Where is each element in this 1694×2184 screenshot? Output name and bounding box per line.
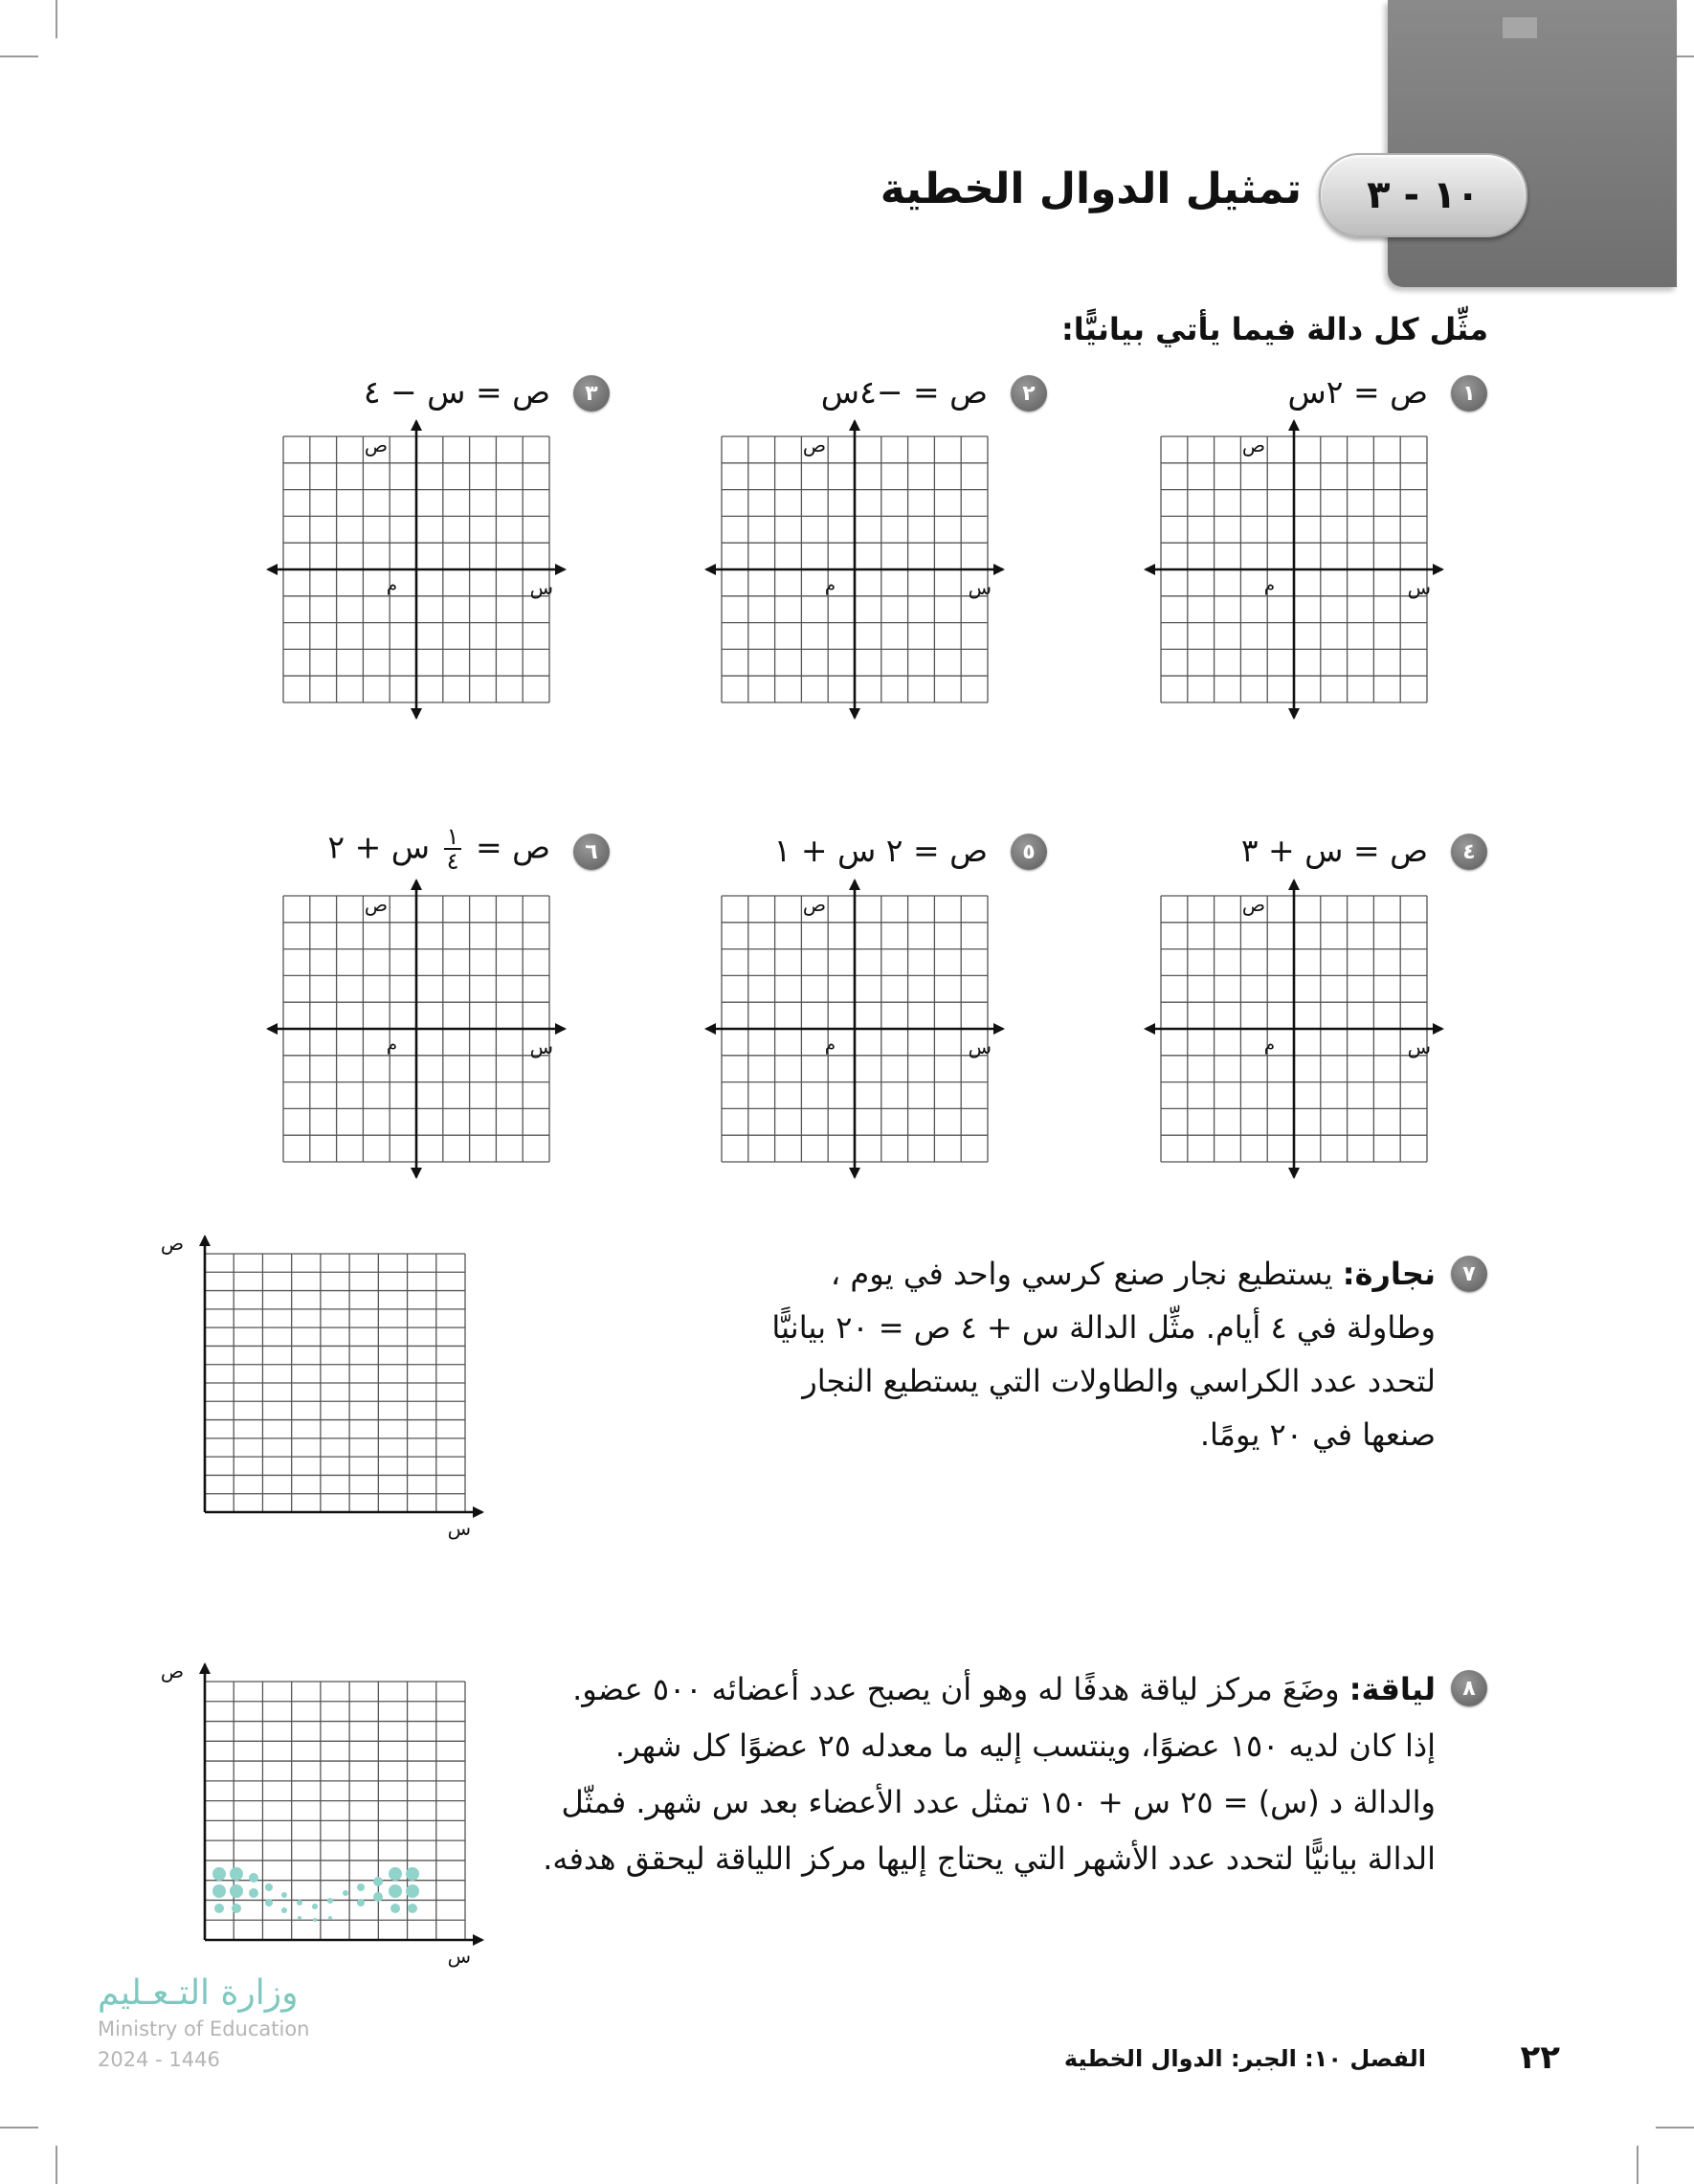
problem-8-text [543,1661,1436,1887]
ministry-year: 2024 - 1446 [98,2048,220,2071]
axis-arrowhead [1144,1023,1155,1035]
problem-7-line-3: لتحدد عدد الكراسي والطاولات التي يستطيع النجار [802,1363,1436,1399]
problem-7-line-4: صنعها في ٢٠ يومًا. [1199,1416,1436,1453]
page-number: ٢٢ [1520,2039,1560,2077]
axis-arrowhead [1144,564,1155,575]
axis-arrowhead [266,1023,278,1035]
x-axis-label: س [447,1945,471,1968]
coordinate-grid-6 [266,879,595,1179]
axis-arrowhead [1433,564,1444,575]
axis-arrowhead [849,879,860,890]
lesson-number-pill [1319,153,1527,237]
axis-arrowhead [1288,1168,1300,1179]
y-axis-label: ص [160,1232,184,1255]
axis-arrowhead [704,564,716,575]
axis-arrowhead [704,1023,716,1035]
footer-chapter-title: الفصل ١٠: الجبر: الدوال الخطية [1063,2045,1426,2072]
coordinate-grid-5 [704,879,1034,1179]
exercise-badge-4: ٤ [1451,834,1487,870]
y-axis-label: ص [1241,893,1265,916]
axis-arrowhead [199,1235,211,1246]
crop-mark [56,2146,57,2184]
axis-arrowhead [1288,708,1300,720]
axis-arrowhead [1288,879,1300,890]
exercise-equation-2: ص = −٤س [820,373,988,411]
exercise-equation-5: ص = ٢ س + ١ [773,832,988,869]
x-axis-label: س [447,1517,471,1540]
first-quadrant-grid-7 [160,1232,503,1550]
axis-arrowhead [199,1662,211,1674]
exercise-equation-1: ص = ٢س [1287,373,1428,411]
x-axis-label: س [968,1036,992,1059]
axis-arrowhead [993,564,1005,575]
chapter-corner-tab [1388,0,1677,287]
crop-mark [56,0,57,38]
axis-arrowhead [1288,419,1300,431]
problem-8-line-2: إذا كان لديه ١٥٠ عضوًا، وينتسب إليه ما معدله ٢٥ عضوًا كل شهر. [614,1727,1436,1764]
y-axis-label: ص [1241,434,1265,457]
origin-label: م [386,575,397,595]
coordinate-grid-4 [1144,879,1473,1179]
coordinate-grid-2 [704,419,1034,720]
problem-badge-7: ٧ [1451,1256,1487,1292]
coordinate-grid-1 [1144,419,1473,720]
exercise-badge-3: ٣ [573,375,610,412]
axis-arrowhead [266,564,278,575]
y-axis-label: ص [364,434,388,457]
ministry-logo-english: Ministry of Education [98,2017,310,2040]
axis-arrowhead [849,1168,860,1179]
x-axis-label: س [1407,1036,1431,1059]
axis-arrowhead [411,1168,422,1179]
crop-mark [0,2127,38,2128]
origin-label: م [1263,1035,1275,1055]
axis-arrowhead [1433,1023,1444,1035]
coordinate-grid-3 [266,419,595,720]
fraction-one-quarter: $\frac{١}{٤}$ [444,825,462,873]
axis-arrowhead [555,1023,567,1035]
corner-notch [1503,17,1537,38]
y-axis-label: ص [802,434,826,457]
x-axis-label: س [529,576,553,599]
lesson-number: ١٠ - ٣ [1367,173,1480,217]
axis-arrowhead [849,708,860,720]
ministry-logo-arabic: وزارة التـعـليم [98,1973,299,2013]
exercise-equation-4: ص = س + ٣ [1240,832,1428,869]
x-axis-label: س [529,1036,553,1059]
crop-mark [0,56,38,57]
y-axis-label: ص [160,1660,184,1683]
problem-8-line-3: والدالة د (س) = ٢٥ س + ١٥٠ تمثل عدد الأعضاء بعد س شهر. فمثّل [561,1784,1436,1820]
x-axis-label: س [1407,576,1431,599]
problem-7-line-2: وطاولة في ٤ أيام. مثِّل الدالة س + ٤ ص = ٢٠ بيانيًّا [771,1309,1436,1346]
origin-label: م [824,1035,836,1055]
exercise-equation-3: ص = س − ٤ [363,373,550,411]
problem-7-text [771,1247,1436,1461]
instruction-text: مثِّل كل دالة فيما يأتي بيانيًّا: [1060,311,1488,347]
watermark-dots [212,1867,419,1922]
origin-label: م [1263,575,1275,595]
exercise-badge-2: ٢ [1011,375,1047,412]
exercise-badge-1: ١ [1451,375,1487,412]
problem-8-line-4: الدالة بيانيًّا لتحدد عدد الأشهر التي يحتاج إليها مركز اللياقة ليحقق هدفه. [543,1840,1436,1877]
crop-mark [1656,2127,1694,2128]
origin-label: م [824,575,836,595]
origin-label: م [386,1035,397,1055]
x-axis-label: س [968,576,992,599]
exercise-equation-6: ص = $\frac{١}{٤}$ س + ٢ [327,823,550,875]
y-axis-label: ص [802,893,826,916]
exercise-badge-6: ٦ [573,834,610,870]
problem-7-line-1: نجارة: يستطيع نجار صنع كرسي واحد في يوم ، [830,1256,1436,1292]
axis-arrowhead [993,1023,1005,1035]
axis-arrowhead [473,1934,484,1946]
axis-arrowhead [555,564,567,575]
lesson-title: تمثيل الدوال الخطية [880,165,1302,213]
axis-arrowhead [411,708,422,720]
axis-arrowhead [849,419,860,431]
ministry-watermark-pattern [206,1864,445,1941]
axis-arrowhead [411,419,422,431]
axis-arrowhead [411,879,422,890]
problem-badge-8: ٨ [1451,1670,1487,1706]
axis-arrowhead [473,1506,484,1518]
problem-8-line-1: لياقة: وضَعَ مركز لياقة هدفًا له وهو أن يصبح عدد أعضائه ٥٠٠ عضو. [572,1671,1436,1707]
exercise-badge-5: ٥ [1011,834,1047,870]
crop-mark [1637,2146,1638,2184]
y-axis-label: ص [364,893,388,916]
